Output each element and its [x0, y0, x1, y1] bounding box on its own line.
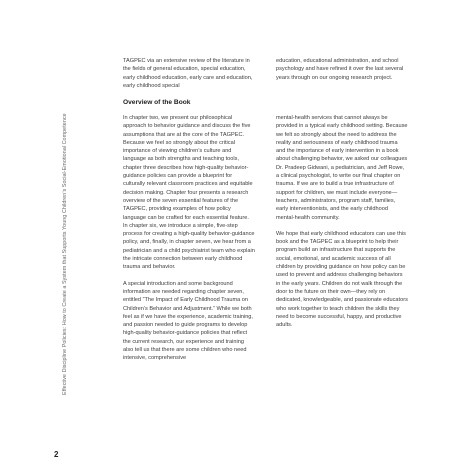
intro-left-paragraph: TAGPEC via an extensive review of the literature in the fields of general education, special education, early childhood education, early care and education, early childhood special	[123, 58, 253, 89]
right-body-column	[276, 114, 408, 337]
intro-left-column	[123, 57, 255, 98]
body-paragraph: A special introduction and some background information are needed regarding chapter seven, entitled “The Impact of Early Childhood Trauma on Children’s Behavior and Adjustment.” While we both feel as if we have the experience, academic training, and passion needed to guide programs to develop high-quality behavior-guidance policies that reflect the current research, our experience and training also tell us that there are some children who need intensive, comprehensive	[123, 280, 253, 362]
body-paragraph: mental-health services that cannot always be provided in a typical early childhood setting. Because we felt so strongly about the need to address the reality and seriousness of early childhood trauma and the importance of early intervention in a book about challenging behavior, we asked our colleagues Dr. Pradeep Gidwani, a pediatrician, and Jeff Rowe, a clinical psychologist, to write our final chapter on trauma. If we are to build a true infrastructure of support for children, we must include everyone—teachers, administrators, program staff, families, early interventionists, and the early childhood mental-health community.	[276, 115, 408, 221]
body-paragraph: In chapter two, we present our philosophical approach to behavior guidance and discuss the five assumptions that are at the core of the TAGPEC. Because we feel so strongly about the critical importance of viewing children’s culture and language as both strengths and teaching tools, chapter three describes how high-quality behavior-guidance policies can provide a blueprint for culturally relevant classroom practices and equitable decision making. Chapter four presents a research overview of the seven essential features of the TAGPEC, providing examples of how policy language can be crafted for each essential feature. In chapter six, we introduce a simple, five-step process for creating a high-quality behavior-guidance policy, and, finally, in chapter seven, we hear from a pediatrician and a child psychiatrist team who explain the intricate connection between early childhood trauma and behavior.	[123, 115, 255, 271]
page-number: 2	[54, 450, 59, 459]
intro-right-paragraph: education, educational administration, and school psychology and have refined it over the last several years through on our ongoing research project.	[276, 58, 404, 81]
body-paragraph: We hope that early childhood educators can use this book and the TAGPEC as a blueprint to help their program build an infrastructure that supports the social, emotional, and academic success of all children by providing guidance on how policy can be used to prevent and address challenging behaviors in the early years. Children do not walk through the door to the future on their own—they rely on dedicated, knowledgeable, and passionate educators who work together to teach children the skills they need to become successful, happy, and productive adults.	[276, 230, 408, 329]
section-heading: Overview of the Book	[123, 99, 191, 106]
intro-right-column	[276, 57, 408, 90]
left-body-column	[123, 114, 255, 371]
running-head: Effective Discipline Policies: How to Create a System that Supports Young Children’s Social-Emotional Competence	[62, 113, 68, 395]
